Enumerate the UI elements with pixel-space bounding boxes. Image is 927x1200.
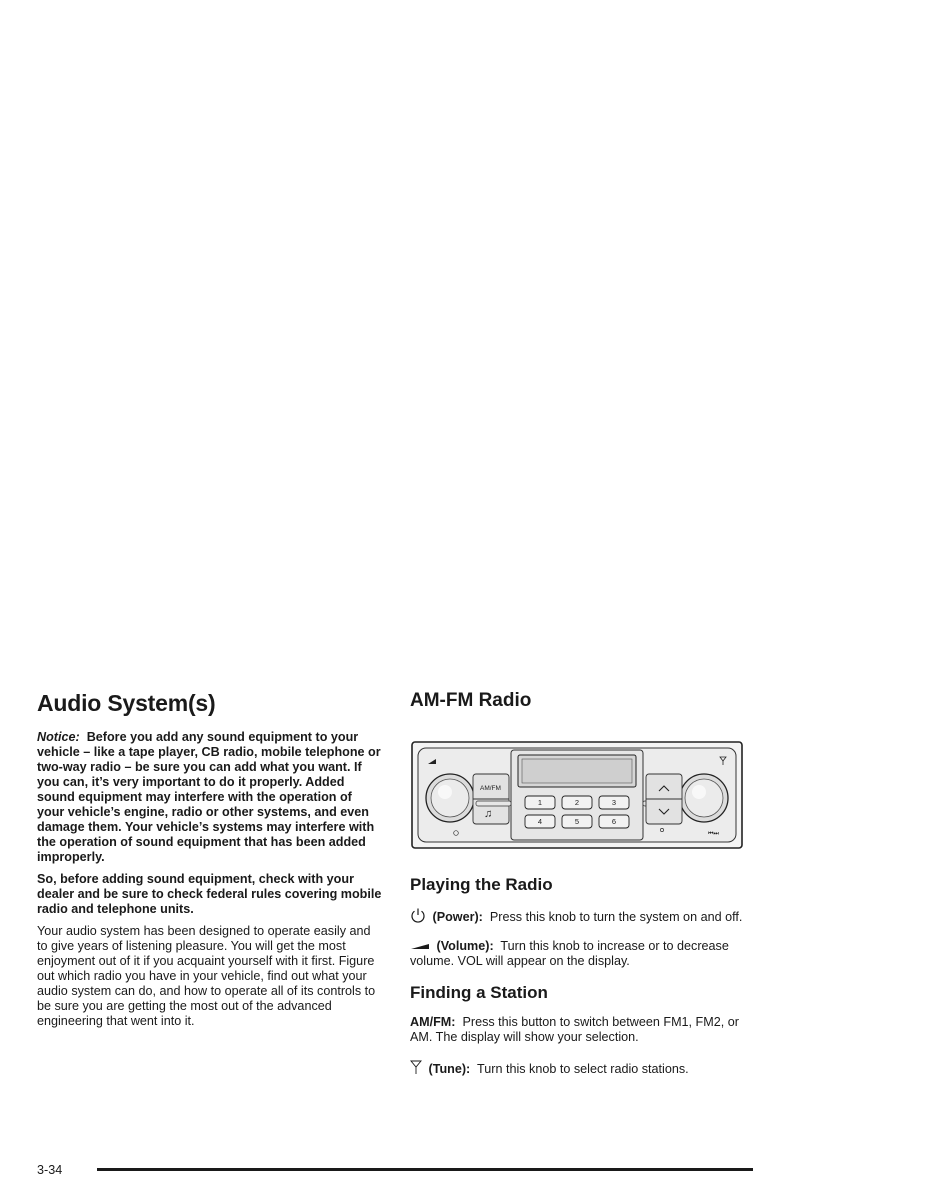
volume-text: Turn this knob to increase or to decrease volume. VOL will appear on the display. [410,939,729,968]
notice-paragraph [37,730,382,865]
preset-5: 5 [574,817,580,826]
tune-paragraph [410,1059,760,1077]
tune-antenna-icon [410,1059,422,1075]
music-note-icon: ♫ [484,808,493,820]
amfm-paragraph [410,1015,760,1045]
audio-system-title: Audio System(s) [37,690,216,716]
am-fm-button-label: AM/FM [480,785,501,792]
seek-track-icon: ⏮⏭ [708,831,719,837]
volume-label: (Volume): [436,939,494,953]
preset-2: 2 [574,798,580,807]
right-column [410,690,760,1084]
amfm-text: Press this button to switch between FM1, FM2, or AM. The display will show your selection. [410,1015,739,1044]
notice-text: Before you add any sound equipment to your vehicle – like a tape player, CB radio, mobile telephone or two-way radio – be sure you can add what you want. If you can, it’s very important to do it properly. Added sound equipment may interfere with the operation of your vehicle’s engine, radio or other systems, and even damage them. Your vehicle’s systems may interfere with the operation of sound equipment that has been added improperly. [37,730,381,864]
volume-knob [426,774,474,822]
page-number: 3-34 [37,1163,63,1177]
volume-wedge-icon [410,942,430,952]
amfm-label: AM/FM: [410,1015,456,1029]
volume-paragraph [410,939,760,969]
preset-1: 1 [537,798,543,807]
tune-text: Turn this knob to select radio stations. [477,1062,689,1076]
power-icon [410,907,426,923]
notice-paragraph-2: So, before adding sound equipment, check with your dealer and be sure to check federal rules covering mobile radio and telephone units. [37,872,382,916]
preset-6: 6 [611,817,617,826]
left-column [37,690,382,1036]
playing-the-radio-title: Playing the Radio [410,875,553,894]
notice-label: Notice: [37,730,80,744]
tune-knob [680,774,728,822]
power-label: (Power): [432,910,483,924]
audio-body-paragraph: Your audio system has been designed to operate easily and to give years of listening pleasure. You will get the most enjoyment out of it if you acquaint yourself with it first. Figure out which radio you have in your vehicle, find out what your audio system can do, and how to operate all of its controls to be sure you are getting the most out of the advanced engineering that went into it. [37,924,376,1028]
power-paragraph [410,907,760,925]
footer-rule [97,1168,753,1171]
preset-4: 4 [537,817,543,826]
finding-a-station-title: Finding a Station [410,983,548,1002]
radio-faceplate-illustration [410,740,744,850]
am-fm-radio-title: AM-FM Radio [410,690,532,711]
preset-3: 3 [611,798,617,807]
tune-label: (Tune): [428,1062,471,1076]
power-text: Press this knob to turn the system on and off. [489,910,743,924]
